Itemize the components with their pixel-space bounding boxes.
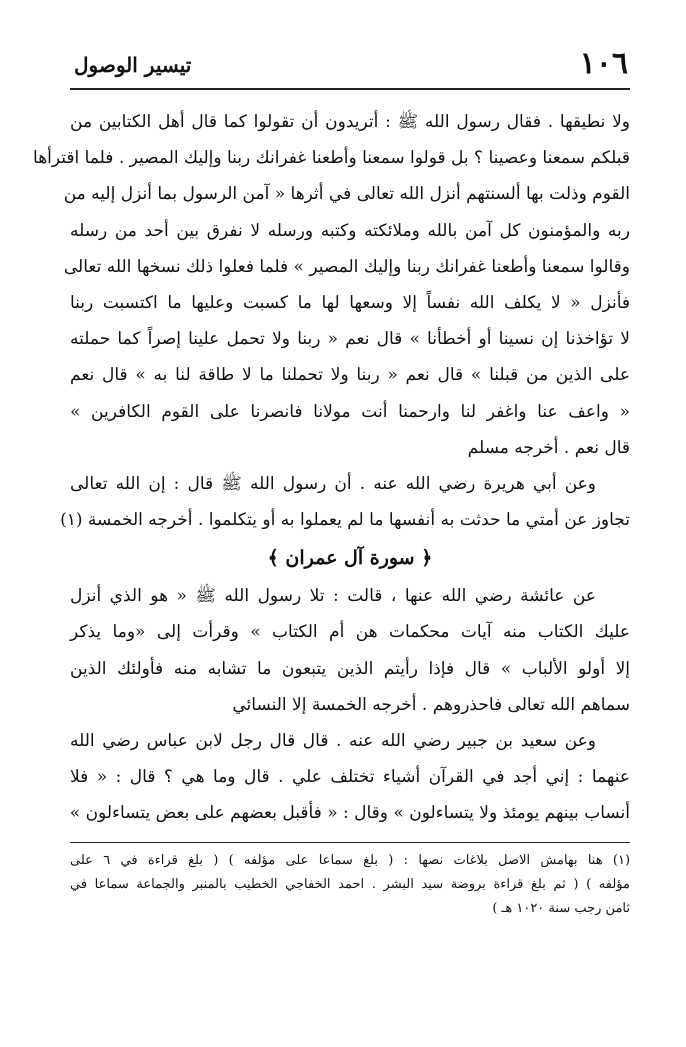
- text-line: عنهما : إني أجد في القرآن أشياء تختلف علي . قال وما هي ؟ قال : « فلا: [70, 767, 630, 788]
- text-line: أنساب بينهم يومئذ ولا يتساءلون » وقال : « فأقبل بعضهم على بعض يتساءلون »: [69, 803, 630, 824]
- running-title: تيسير الوصول: [74, 53, 192, 77]
- footnote-line: ثامن رجب سنة ١٠٢٠ هـ ): [492, 900, 630, 916]
- text-line: قبلكم سمعنا وعصينا ؟ بل قولوا سمعنا وأطعنا غفرانك ربنا وإليك المصير . فلما اقترأها: [33, 148, 630, 169]
- footnote-line: مؤلفه ) ( ثم بلغ قراءة بروضة سيد البشر . احمد الخفاجي الخطيب بالمنبر والجماعة سماعا في: [70, 876, 630, 892]
- text-line: تجاوز عن أمتي ما حدثت به أنفسها ما لم يعملوا به أو يتكلموا . أخرجه الخمسة (١): [60, 510, 630, 531]
- text-line: لا تؤاخذنا إن نسينا أو أخطأنا » قال نعم « ربنا ولا تحمل علينا إصراً كما حملته: [70, 329, 630, 350]
- text-line: وعن أبي هريرة رضي الله عنه . أن رسول الله ﷺ قال : إن الله تعالى: [70, 473, 596, 494]
- body-text: [33, 104, 630, 832]
- page-number: ١٠٦: [579, 46, 628, 81]
- text-line: عليك الكتاب منه آيات محكمات هن أم الكتاب » وقرأت إلى «وما يذكر: [70, 622, 630, 643]
- text-line: وقالوا سمعنا وأطعنا غفرانك ربنا وإليك المصير » فلما فعلوا ذلك نسخها الله تعالى: [63, 256, 630, 277]
- text-line: فأنزل « لا يكلف الله نفساً إلا وسعها لها ما كسبت وعليها ما اكتسبت ربنا: [70, 292, 630, 313]
- text-line: القوم وذلت بها ألسنتهم أنزل الله تعالى في أثرها « آمن الرسول بما أنزل إليه من: [63, 184, 630, 205]
- text-line: وعن سعيد بن جبير رضي الله عنه . قال قال رجل لابن عباس رضي الله: [70, 731, 596, 751]
- page-header: [70, 40, 630, 90]
- text-line: ربه والمؤمنون كل آمن بالله وملائكته وكتبه ورسله لا نفرق بين أحد من رسله: [70, 220, 630, 241]
- text-line: قال نعم . أخرجه مسلم: [467, 437, 630, 458]
- footnote-line: (١) هنا بهامش الاصل بلاغات نصها : ( بلغ سماعا على مؤلفه ) ( بلغ قراءة في ٦ على: [70, 852, 631, 868]
- book-page: [33, 40, 631, 1000]
- footnotes: [70, 842, 630, 921]
- text-line: سماهم الله تعالى فاحذروهم . أخرجه الخمسة إلا النسائي: [232, 694, 630, 715]
- text-line: على الذين من قبلنا » قال نعم « ربنا ولا تحملنا ما لا طاقة لنا به » قال نعم: [70, 365, 630, 386]
- text-line: إلا أولو الألباب » قال فإذا رأيتم الذين يتبعون ما تشابه منه فأولئك الذين: [70, 658, 630, 679]
- text-line: عن عائشة رضي الله عنها ، قالت : تلا رسول الله ﷺ « هو الذي أنزل: [70, 586, 596, 607]
- surah-heading: ﴿ سورة آل عمران ﴾: [267, 547, 433, 570]
- text-line: ولا نطيقها . فقال رسول الله ﷺ : أتريدون أن تقولوا كما قال أهل الكتابين من: [70, 112, 630, 132]
- text-line: « واعف عنا واغفر لنا وارحمنا أنت مولانا فانصرنا على القوم الكافرين »: [70, 401, 630, 422]
